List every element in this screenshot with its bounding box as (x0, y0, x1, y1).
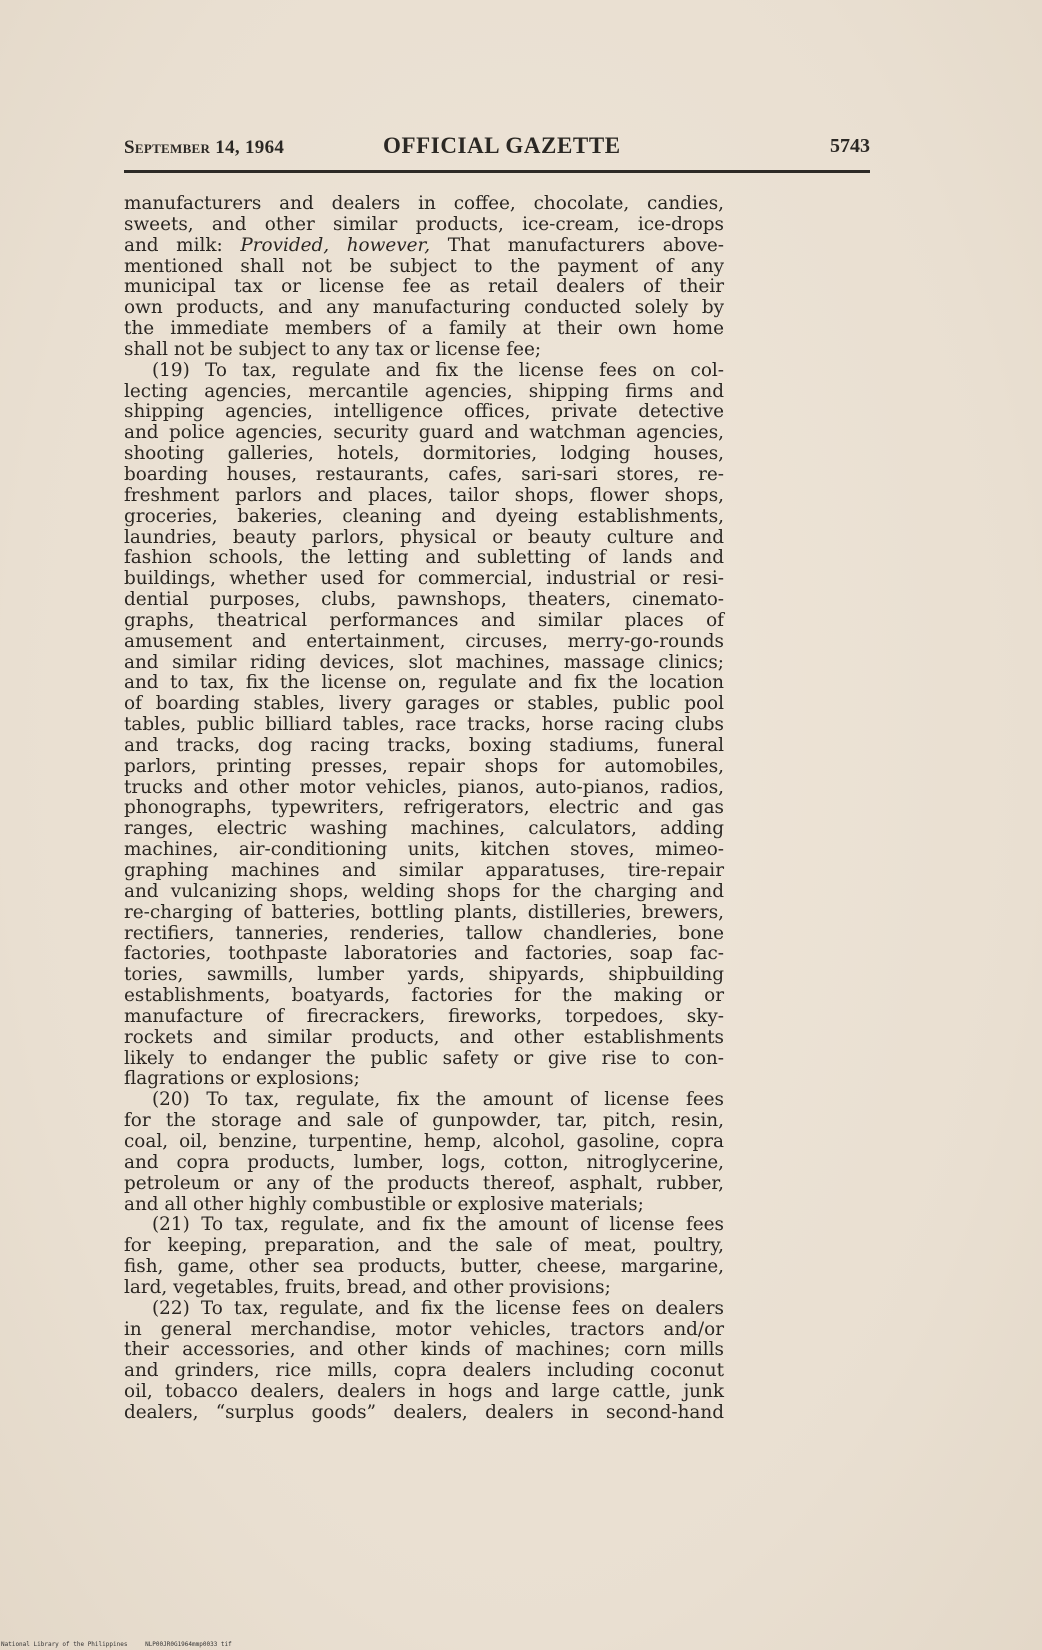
text-line: and all other highly combustible or explosive materials; (124, 1193, 644, 1215)
paragraph-21 (124, 1215, 724, 1298)
text-line: lecting agencies, mercantile agencies, shipping firms and (124, 380, 724, 402)
text-line: and to tax, fix the license on, regulate and fix the location (124, 672, 724, 694)
text-line: and vulcanizing shops, welding shops for the charging and (124, 880, 724, 902)
text-line: tories, sawmills, lumber yards, shipyards, shipbuilding (124, 964, 724, 986)
text-line: parlors, printing presses, repair shops for automobiles, (124, 755, 724, 777)
text-line: in general merchandise, motor vehicles, tractors and/or (124, 1318, 724, 1340)
scan-file: NLP00JR0G1964mmp0033 tif (145, 1641, 232, 1648)
text-line: (21) To tax, regulate, and fix the amount of license fees (152, 1214, 724, 1236)
text-line: freshment parlors and places, tailor shops, flower shops, (124, 484, 724, 506)
text-line: coal, oil, benzine, turpentine, hemp, alcohol, gasoline, copra (124, 1130, 724, 1152)
text-line: laundries, beauty parlors, physical or beauty culture and (124, 526, 724, 548)
text-line: for keeping, preparation, and the sale of meat, poultry, (124, 1235, 724, 1257)
text-line: dealers, “surplus goods” dealers, dealers in second-hand (124, 1401, 724, 1423)
text-line: fish, game, other sea products, butter, cheese, margarine, (124, 1256, 724, 1278)
running-header (124, 133, 870, 161)
text-line: rectifiers, tanneries, renderies, tallow chandleries, bone (124, 922, 724, 944)
page-number: 5743 (830, 135, 870, 157)
proviso-emphasis: Provided, however, (240, 234, 431, 256)
paragraph-continued (124, 194, 724, 361)
text-line: manufacture of firecrackers, fireworks, torpedoes, sky- (124, 1005, 724, 1027)
paragraph-19 (124, 361, 724, 1091)
text-line: mentioned shall not be subject to the payment of any (124, 255, 724, 277)
scan-source: National Library of the Philippines (1, 1641, 128, 1648)
scan-caption (1, 1641, 246, 1648)
header-rule (124, 170, 870, 173)
text-line: dential purposes, clubs, pawnshops, theaters, cinemato- (124, 589, 724, 611)
text-line: factories, toothpaste laboratories and factories, soap fac- (124, 943, 724, 965)
text-line: oil, tobacco dealers, dealers in hogs and large cattle, junk (124, 1381, 724, 1403)
text-line: shooting galleries, hotels, dormitories, lodging houses, (124, 443, 724, 465)
text-line: (22) To tax, regulate, and fix the license fees on dealers (152, 1297, 724, 1319)
text-line: and tracks, dog racing tracks, boxing stadiums, funeral (124, 734, 724, 756)
text-line: and milk: Provided, however, That manufacturers above- (124, 234, 724, 256)
text-line: flagrations or explosions; (124, 1068, 360, 1090)
text-line: re-charging of batteries, bottling plants, distilleries, brewers, (124, 901, 724, 923)
body-text (124, 194, 724, 1424)
text-line: and similar riding devices, slot machines, massage clinics; (124, 651, 724, 673)
text-line: buildings, whether used for commercial, industrial or resi- (124, 568, 724, 590)
text-line: (19) To tax, regulate and fix the license fees on col- (152, 359, 724, 381)
paragraph-20 (124, 1090, 724, 1215)
text-line: municipal tax or license fee as retail dealers of their (124, 276, 724, 298)
text-line: and grinders, rice mills, copra dealers including coconut (124, 1360, 724, 1382)
text-line: lard, vegetables, fruits, bread, and other provisions; (124, 1276, 611, 1298)
text-line: establishments, boatyards, factories for the making or (124, 985, 724, 1007)
text-line: graphs, theatrical performances and similar places of (124, 609, 724, 631)
paragraph-22 (124, 1299, 724, 1424)
text-line: fashion schools, the letting and subletting of lands and (124, 547, 724, 569)
text-line: their accessories, and other kinds of machines; corn mills (124, 1339, 724, 1361)
text-line: rockets and similar products, and other establishments (124, 1026, 724, 1048)
text-line: phonographs, typewriters, refrigerators, electric and gas (124, 797, 724, 819)
text-line: and copra products, lumber, logs, cotton, nitroglycerine, (124, 1151, 724, 1173)
text-line: of boarding stables, livery garages or stables, public pool (124, 693, 724, 715)
text-line: (20) To tax, regulate, fix the amount of license fees (152, 1089, 724, 1111)
text-line: amusement and entertainment, circuses, merry-go-rounds (124, 630, 724, 652)
text-line: machines, air-conditioning units, kitchen stoves, mimeo- (124, 839, 724, 861)
publication-title: OFFICIAL GAZETTE (383, 133, 621, 158)
text-line: own products, and any manufacturing conducted solely by (124, 297, 724, 319)
text-line: boarding houses, restaurants, cafes, sari-sari stores, re- (124, 463, 724, 485)
text-line: ranges, electric washing machines, calculators, adding (124, 818, 724, 840)
text-line: tables, public billiard tables, race tracks, horse racing clubs (124, 714, 724, 736)
header-date: September 14, 1964 (124, 137, 285, 158)
text-line: likely to endanger the public safety or give rise to con- (124, 1047, 724, 1069)
text-line: the immediate members of a family at their own home (124, 318, 724, 340)
text-line: and police agencies, security guard and watchman agencies, (124, 422, 724, 444)
text-line: manufacturers and dealers in coffee, chocolate, candies, (124, 193, 724, 214)
text-line: shipping agencies, intelligence offices, private detective (124, 401, 724, 423)
text-line: petroleum or any of the products thereof, asphalt, rubber, (124, 1172, 724, 1194)
text-line: sweets, and other similar products, ice-cream, ice-drops (124, 213, 724, 235)
text-line: groceries, bakeries, cleaning and dyeing establishments, (124, 505, 724, 527)
text-line: shall not be subject to any tax or license fee; (124, 338, 542, 360)
text-line: for the storage and sale of gunpowder, tar, pitch, resin, (124, 1110, 724, 1132)
text-line: trucks and other motor vehicles, pianos, auto-pianos, radios, (124, 776, 724, 798)
text-line: graphing machines and similar apparatuses, tire-repair (124, 860, 724, 881)
